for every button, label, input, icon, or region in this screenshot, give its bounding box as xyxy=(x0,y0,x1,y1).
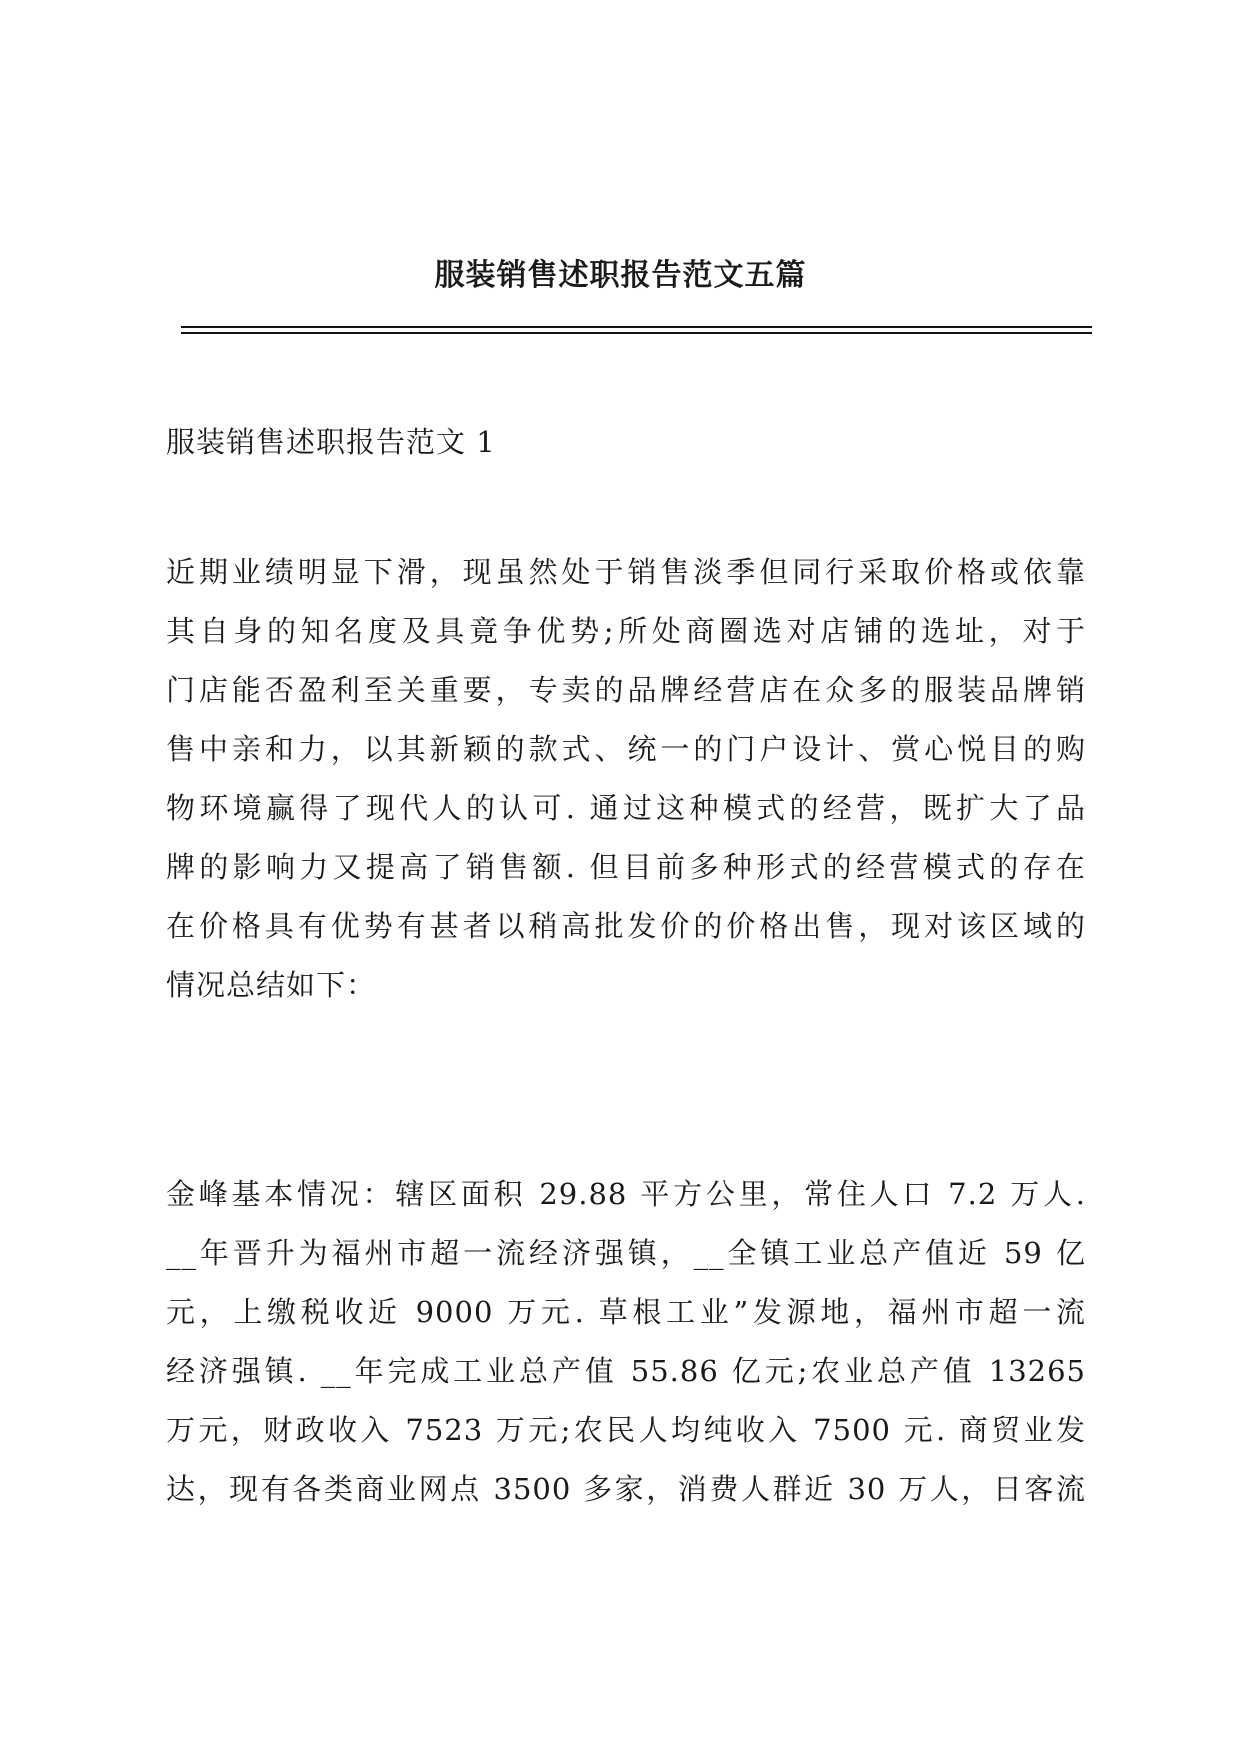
paragraph-intro xyxy=(166,543,1086,1015)
paragraph-line: 元，上缴税收近 9000 万元. 草根工业”发源地，福州市超一流 xyxy=(166,1295,1086,1329)
paragraph-line: 牌的影响力又提高了销售额. 但目前多种形式的经营模式的存在 xyxy=(166,850,1086,884)
paragraph-line: 万元，财政收入 7523 万元;农民人均纯收入 7500 元. 商贸业发 xyxy=(166,1413,1086,1447)
paragraph-line: 情况总结如下： xyxy=(166,968,377,1002)
paragraph-line: 达，现有各类商业网点 3500 多家，消费人群近 30 万人，日客流 xyxy=(166,1472,1086,1506)
paragraph-line: 经济强镇. __年完成工业总产值 55.86 亿元;农业总产值 13265 xyxy=(166,1354,1086,1388)
paragraph-line: 物环境赢得了现代人的认可. 通过这种模式的经营，既扩大了品 xyxy=(166,791,1086,825)
document-title: 服装销售述职报告范文五篇 xyxy=(434,258,807,293)
paragraph-line: 近期业绩明显下滑，现虽然处于销售淡季但同行采取价格或依靠 xyxy=(166,555,1086,589)
paragraph-line: 金峰基本情况：辖区面积 29.88 平方公里，常住人口 7.2 万人. xyxy=(166,1177,1086,1211)
paragraph-line: 售中亲和力，以其新颖的款式、统一的门户设计、赏心悦目的购 xyxy=(166,732,1086,766)
paragraph-line: 门店能否盈利至关重要，专卖的品牌经营店在众多的服装品牌销 xyxy=(166,673,1086,707)
title-divider-bottom xyxy=(181,332,1092,334)
paragraph-jinfeng xyxy=(166,1165,1086,1519)
paragraph-line: __年晋升为福州市超一流经济强镇，__全镇工业总产值近 59 亿 xyxy=(166,1236,1086,1270)
paragraph-line: 在价格具有优势有甚者以稍高批发价的价格出售，现对该区域的 xyxy=(166,909,1086,943)
section-heading: 服装销售述职报告范文 1 xyxy=(166,425,496,459)
paragraph-line: 其自身的知名度及具竟争优势;所处商圈选对店铺的选址，对于 xyxy=(166,614,1086,648)
title-divider-top xyxy=(181,326,1092,328)
